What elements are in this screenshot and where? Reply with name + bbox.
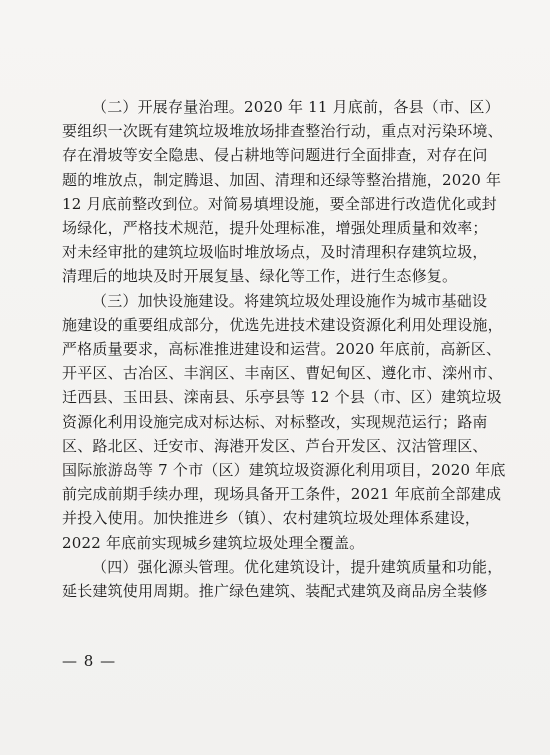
paragraph-source-management <box>62 555 503 603</box>
text-line: 存在滑坡等安全隐患、侵占耕地等问题进行全面排查，对存在问 <box>62 146 488 165</box>
text-line: 并投入使用。加快推进乡（镇）、农村建筑垃圾处理体系建设， <box>62 509 481 528</box>
text-line: 对未经审批的建筑垃圾临时堆放场点，及时清理积存建筑垃圾， <box>62 243 488 262</box>
text-line: （四）强化源头管理。优化建筑设计，提升建筑质量和功能， <box>92 557 503 576</box>
text-line: 施建设的重要组成部分，优选先进技术建设资源化利用处理设施， <box>62 315 503 334</box>
text-line: 区、路北区、迁安市、海港开发区、芦台开发区、汉沽管理区、 <box>62 436 488 455</box>
text-line: 12 月底前整改到位。对简易填埋设施，要全部进行改造优化或封 <box>62 194 497 213</box>
text-line: 开平区、古冶区、丰润区、丰南区、曹妃甸区、遵化市、滦州市、 <box>62 364 503 383</box>
text-line: 清理后的地块及时开展复垦、绿化等工作，进行生态修复。 <box>62 267 458 286</box>
document-body <box>62 95 506 603</box>
text-line: 延长建筑使用周期。推广绿色建筑、装配式建筑及商品房全装修 <box>62 582 488 601</box>
text-line: 迁西县、玉田县、滦南县、乐亭县等 12 个县（市、区）建筑垃圾 <box>62 388 502 407</box>
paragraph-facility-construction <box>62 289 506 555</box>
text-line: 场绿化，严格技术规范，提升处理标准，增强处理质量和效率； <box>62 219 488 238</box>
text-line: 资源化利用设施完成对标达标、对标整改，实现规范运行；路南 <box>62 412 488 431</box>
text-line: 国际旅游岛等 7 个市（区）建筑垃圾资源化利用项目，2020 年底 <box>62 461 506 480</box>
text-line: 严格质量要求，高标准推进建设和运营。2020 年底前，高新区、 <box>62 340 502 359</box>
text-line: （二）开展存量治理。2020 年 11 月底前，各县（市、区） <box>92 98 500 116</box>
paragraph-stock-governance <box>62 95 503 289</box>
text-line: 2022 年底前实现城乡建筑垃圾处理全覆盖。 <box>62 533 365 552</box>
page-number: — 8 — <box>62 652 117 670</box>
text-line: 要组织一次既有建筑垃圾堆放场排查整治行动，重点对污染环境、 <box>62 122 503 141</box>
text-line: （三）加快设施建设。将建筑垃圾处理设施作为城市基础设 <box>92 291 488 310</box>
text-line: 前完成前期手续办理，现场具备开工条件，2021 年底前全部建成 <box>62 485 502 504</box>
text-line: 题的堆放点，制定腾退、加固、清理和还绿等整治措施，2020 年 <box>62 170 502 189</box>
